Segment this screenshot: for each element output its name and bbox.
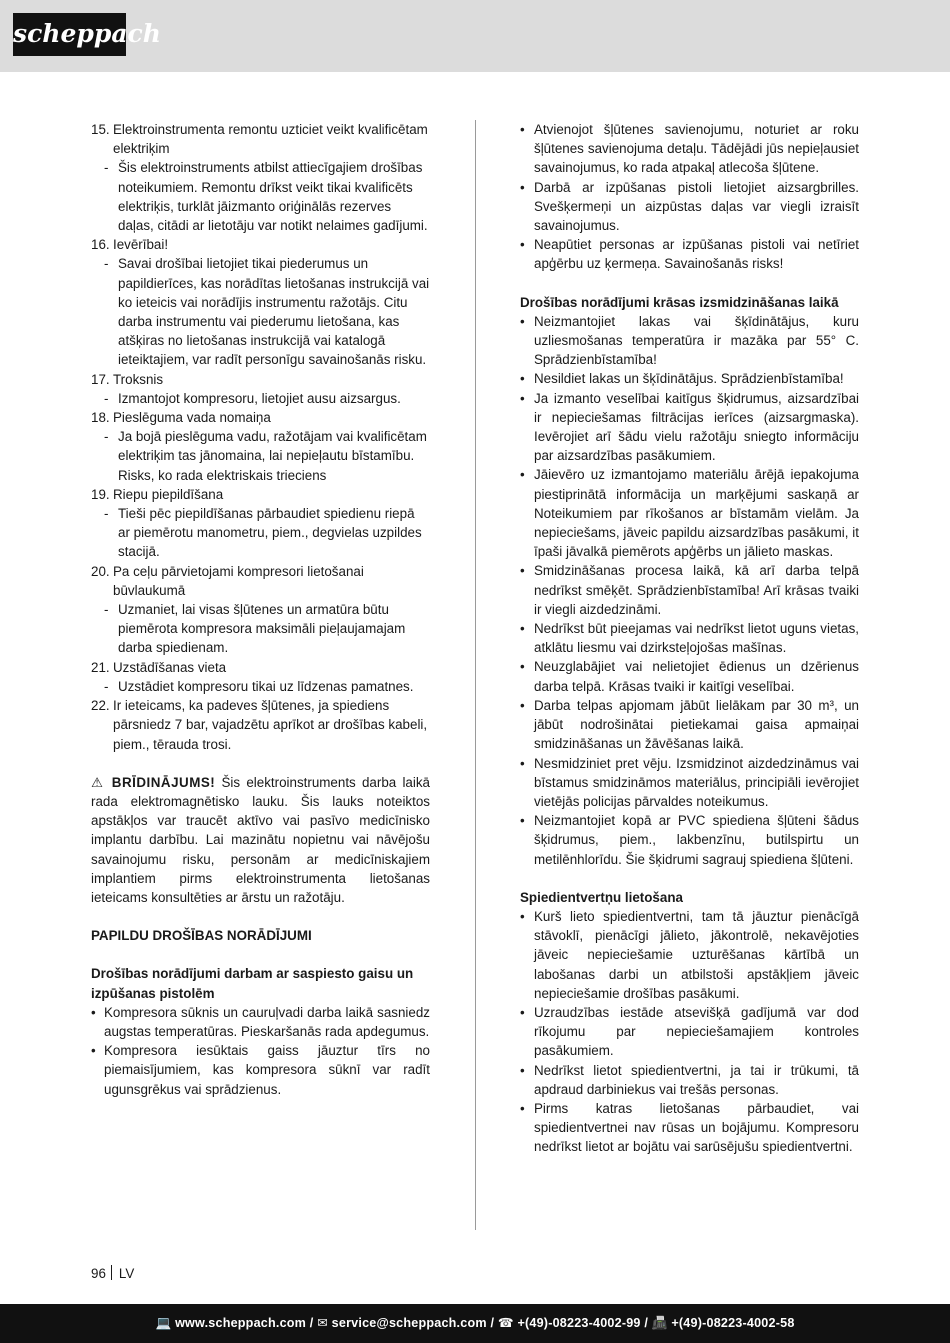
bullet-marker: • [520,659,525,675]
list-item-15: 15. Elektroinstrumenta remontu uzticiet veikt kvalificētam elektriķim [91,120,430,158]
phone-icon: ☎ [497,1316,514,1330]
list-item: • Nesmidziniet pret vēju. Izsmidzinot aizdedzināmus vai bīstamus smidzināmos materiālus, principiāli ievērojiet vietējās policijas pārvaldes noteikumus. [520,754,859,812]
list-item-title: Ir ieteicams, ka padeves šļūtenes, ja spiediens pārsniedz 7 bar, vajadzētu aprīkot ar drošības kabeli, piem., tērauda trosi. [113,698,428,752]
warning-label: BRĪDINĀJUMS! [111,774,216,790]
bullet-marker: • [520,697,525,713]
subsection-title-pressure-vessels: Spiedientvertņu lietošana [520,889,683,905]
footer-separator [111,1265,112,1280]
section-title: PAPILDU DROŠĪBAS NORĀDĪJUMI [91,928,312,944]
subsection-title-compressed-air: Drošības norādījumi darbam ar saspiesto gaisu un izpūšanas pistolēm [91,966,414,1001]
list-item-18: 18. Pieslēguma vada nomaiņa [91,408,430,427]
list-item-title: Pieslēguma vada nomaiņa [113,410,271,426]
list-item: • Jāievēro uz izmantojamo materiālu ārējā iepakojuma piestiprinātā informācija un marķējumi saskaņā ar Noteikumiem par rīkošanos ar bīstamām vielām. Ja nepieciešams, jāveic papildu aizsardzības pasākumi, it īpaši jāvalkā piemērots apģērbs un jālieto maskas. [520,465,859,561]
list-item-title: Pa ceļu pārvietojami kompresori lietošanai būvlaukumā [113,563,364,598]
list-item: • Nedrīkst lietot spiedientvertni, ja tai ir trūkumi, tā apdraud darbiniekus vai trešās personas. [520,1061,859,1099]
bullet-marker: • [520,1100,525,1116]
bullet-marker: • [520,179,525,195]
email-link[interactable]: service@scheppach.com [331,1316,487,1330]
list-item-title: Uzstādīšanas vieta [113,659,227,675]
language-code: LV [118,1266,135,1281]
warning-text: Šis elektroinstruments darba laikā rada elektromagnētisko lauku. Šis lauks noteiktos apstākļos var traucēt aktīvo vai pasīvo medicīnisko implantu darbību. Lai mazinātu nopietnu vai nāvējošu savainojumu risku, personām ar medicīniskajiem implantiem pirms elektroinstrumenta lietošanas ieteicams konsultēties ar ārstu un ražotāju. [91,774,430,905]
list-subitem: - Uzstādiet kompresoru tikai uz līdzenas pamatnes. [91,677,430,696]
list-item-title: Riepu piepildīšana [113,486,224,502]
bullet-marker: • [520,1062,525,1078]
list-item: • Atvienojot šļūtenes savienojumu, noturiet ar roku šļūtenes savienojuma detaļu. Tādējādi jūs nepieļausiet savainojumus, ko rada atpakaļ atlecoša šļūtene. [520,120,859,178]
list-item: • Ja izmanto veselībai kaitīgus šķidrumus, aizsardzībai ir nepieciešamas filtrācijas ierīces (aizsargmaska). Ievērojiet arī šādu vielu ražotāju sniegto informāciju par aizsardzības pasākumiem. [520,389,859,466]
list-item-20: 20. Pa ceļu pārvietojami kompresori lietošanai būvlaukumā [91,562,430,600]
bullet-marker: • [520,755,525,771]
dash-marker: - [104,678,109,694]
list-item: • Kompresora sūknis un cauruļvadi darba laikā sasniedz augstas temperatūras. Pieskaršanās rada apdegumus. [91,1003,430,1041]
bullet-marker: • [520,237,525,253]
list-subitem: - Uzmaniet, lai visas šļūtenes un armatūra būtu piemērota kompresora maksimāli pieļaujamajam darba spiedienam. [91,600,430,658]
list-subitem: - Izmantojot kompresoru, lietojiet ausu aizsargus. [91,389,430,408]
phone-number: +(49)-08223-4002-99 [517,1316,641,1330]
fax-icon: 📠 [651,1316,668,1330]
list-item: • Neapūtiet personas ar izpūšanas pistoli vai netīriet apģērbu uz ķermeņa. Savainošanās risks! [520,235,859,273]
list-subitem: - Ja bojā pieslēguma vadu, ražotājam vai kvalificētam elektriķim tas jānomaina, lai nepieļautu bīstamību. Risks, ko rada elektriskais trieciens [91,427,430,485]
bullet-marker: • [520,313,525,329]
list-item: • Pirms katras lietošanas pārbaudiet, vai spiedientvertnei nav rūsas un bojājumu. Kompresoru nedrīkst lietot ar bojātu vai sarūsējušu spiedientvertni. [520,1099,859,1157]
bullet-marker: • [91,1043,96,1059]
dash-marker: - [104,390,109,406]
list-item-21: 21. Uzstādīšanas vieta [91,658,430,677]
list-item: • Neuzglabājiet vai nelietojiet ēdienus un dzērienus darba telpā. Krāsas tvaiki ir kaitīgi veselībai. [520,657,859,695]
page-header [0,0,950,72]
bullet-marker: • [520,621,525,637]
scheppach-logo: scheppach [13,13,126,56]
bullet-marker: • [520,813,525,829]
list-item: • Darbā ar izpūšanas pistoli lietojiet aizsargbrilles. Svešķermeņi un aizpūstas daļas var viegli izraisīt savainojumus. [520,178,859,236]
dash-marker: - [104,160,109,176]
list-item-title: Troksnis [113,371,164,387]
list-item: • Uzraudzības iestāde atsevišķā gadījumā var dod rīkojumu par nepieciešamajiem kontroles pasākumiem. [520,1003,859,1061]
subsection-title-paint-spraying: Drošības norādījumi krāsas izsmidzināšanas laikā [520,294,839,310]
bullet-marker: • [520,908,525,924]
right-column [520,120,859,1157]
column-divider [475,120,476,1230]
page-number: 96 [91,1266,106,1281]
computer-icon: 💻 [155,1316,172,1330]
list-item: • Kompresora iesūktais gaiss jāuztur tīrs no piemaisījumiem, kas kompresora sūknī var radīt ugunsgrēkus vai sprādzienus. [91,1041,430,1099]
bullet-marker: • [520,122,525,137]
list-subitem: - Savai drošībai lietojiet tikai piederumus un papildierīces, kas norādītas lietošanas instrukcijā vai ko ieteicis vai norādījis instrumentu ražotājs. Citu darba instrumentu vai piederumu lietošana, kas atšķiras no lietošanas instrukcijā vai katalogā ieteiktajiem, var radīt personīgu savainošanās risku. [91,254,430,369]
bullet-marker: • [520,467,525,483]
list-item: • Smidzināšanas procesa laikā, kā arī darba telpā nedrīkst smēķēt. Sprādzienbīstamība! Arī krāsas tvaiki ir viegli aizdedzināmi. [520,561,859,619]
bullet-marker: • [520,390,525,406]
dash-marker: - [104,602,109,618]
list-item-16: 16. Ievērībai! [91,235,430,254]
dash-marker: - [104,429,109,445]
bullet-marker: • [520,1004,525,1020]
list-item: • Nesildiet lakas un šķīdinātājus. Sprādzienbīstamība! [520,369,859,388]
list-item-19: 19. Riepu piepildīšana [91,485,430,504]
list-item-title: Ievērībai! [113,237,169,253]
list-item: • Neizmantojiet lakas vai šķīdinātājus, kuru uzliesmošanas temperatūra ir mazāka par 55° C. Sprādzienbīstamība! [520,312,859,370]
list-item: • Neizmantojiet kopā ar PVC spiediena šļūteni šādus šķidrumus, piem., lakbenzīnu, butilspirtu un metilēnhlorīdu. Šie šķidrumi sagrauj spiediena šļūteni. [520,811,859,869]
contact-bar: 💻 www.scheppach.com / ✉ service@scheppach.com / ☎ +(49)-08223-4002-99 / 📠 +(49)-08223-4002-58 [0,1304,950,1343]
website-link[interactable]: www.scheppach.com [175,1316,307,1330]
list-item-title: Elektroinstrumenta remontu uzticiet veikt kvalificētam elektriķim [113,122,428,157]
mail-icon: ✉ [317,1316,328,1330]
left-column [91,120,430,1099]
list-item-22: 22. Ir ieteicams, ka padeves šļūtenes, ja spiediens pārsniedz 7 bar, vajadzētu aprīkot ar drošības kabeli, piem., tērauda trosi. [91,696,430,754]
bullet-marker: • [91,1004,96,1020]
dash-marker: - [104,506,109,522]
emf-warning [91,773,430,907]
page-footer-number [91,1265,134,1282]
list-item: • Nedrīkst būt pieejamas vai nedrīkst lietot uguns vietas, atklātu liesmu vai dzirksteļojošas mašīnas. [520,619,859,657]
list-subitem: - Tieši pēc piepildīšanas pārbaudiet spiedienu riepā ar piemērotu manometru, piem., degvielas uzpildes stacijā. [91,504,430,562]
list-subitem: - Šis elektroinstruments atbilst attiecīgajiem drošības noteikumiem. Remontu drīkst veikt tikai kvalificēts elektriķis, turklāt jāizmanto oriģinālās rezerves daļas, citādi ar lietotāju var notikt nelaimes gadījumi. [91,158,430,235]
bullet-marker: • [520,371,525,387]
bullet-marker: • [520,563,525,579]
list-item: • Darba telpas apjomam jābūt lielākam par 30 m³, un jābūt nodrošinātai pietiekamai gaisa apmaiņai smidzināšanas un žāvēšanas laikā. [520,696,859,754]
list-item-17: 17. Troksnis [91,370,430,389]
warning-icon: ⚠ [91,774,106,790]
list-item: • Kurš lieto spiedientvertni, tam tā jāuztur pienācīgā stāvoklī, pienācīgi jālieto, jākontrolē, nekavējoties jāveic nepieciešamie uzturēšanas kārtībā un labošanas darbi un atbilstoši apstākļiem jāveic nepieciešamie drošības pasākumi. [520,907,859,1003]
fax-number: +(49)-08223-4002-58 [671,1316,795,1330]
dash-marker: - [104,256,109,272]
